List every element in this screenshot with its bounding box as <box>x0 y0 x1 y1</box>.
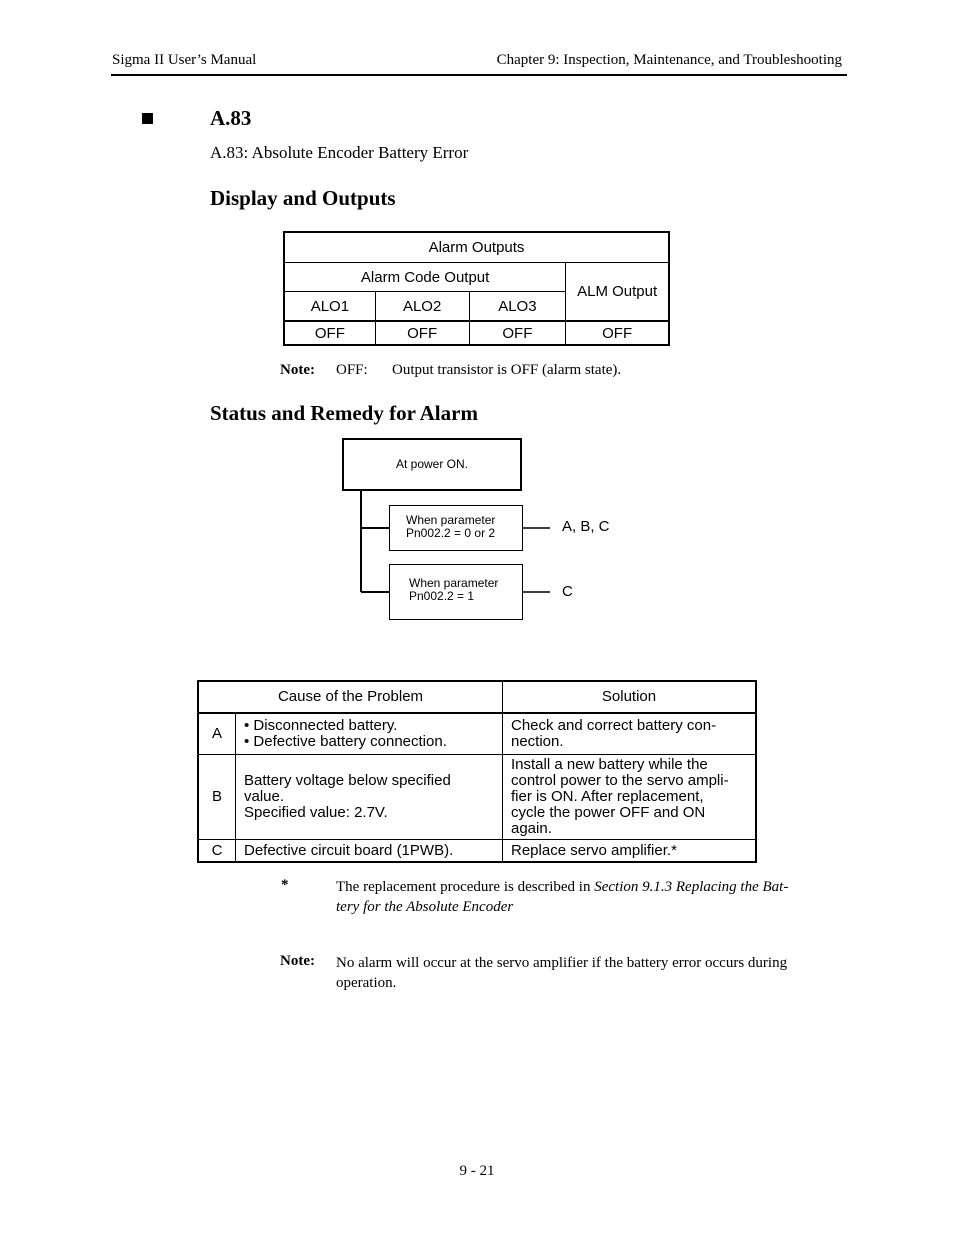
heading-display-outputs: Display and Outputs <box>210 186 396 210</box>
diagram-result-1: A, B, C <box>562 518 610 535</box>
column-header-alo2: ALO2 <box>375 292 469 322</box>
solution-line: Replace servo amplifier.* <box>511 841 677 859</box>
solution-line: Install a new battery while the <box>511 756 708 773</box>
solution-line: again. <box>511 820 552 837</box>
diagram-box-power-on: At power ON. <box>342 438 522 491</box>
row-solution <box>503 713 757 755</box>
table-row <box>198 840 756 863</box>
alarm-code-output-header: Alarm Code Output <box>284 263 566 292</box>
section-title: A.83 <box>210 106 252 130</box>
cause-line: Specified value: 2.7V. <box>244 804 388 821</box>
footnote-section-reference-cont: tery for the Absolute Encoder <box>336 899 514 915</box>
row-id: B <box>198 755 236 840</box>
footnote-text <box>336 877 810 917</box>
value-alo3: OFF <box>469 321 566 345</box>
header-cause: Cause of the Problem <box>198 681 503 713</box>
running-header-chapter-title: Chapter 9: Inspection, Maintenance, and Troubleshooting <box>496 52 842 68</box>
note2-text: No alarm will occur at the servo amplifier if the battery error occurs during operation. <box>336 955 788 991</box>
solution-line: Check and correct battery con- <box>511 717 717 734</box>
table-row <box>198 713 756 755</box>
alarm-outputs-table <box>283 231 670 346</box>
alarm-description: A.83: Absolute Encoder Battery Error <box>210 143 469 162</box>
value-alm: OFF <box>566 321 669 345</box>
note2-label: Note: <box>280 953 315 969</box>
solution-line: control power to the servo ampli- <box>511 772 729 789</box>
section-bullet-icon <box>142 113 153 124</box>
condition-2-line-2: Pn002.2 = 1 <box>409 589 475 603</box>
row-solution <box>503 755 757 840</box>
row-solution <box>503 840 757 863</box>
page-number: 9 - 21 <box>459 1163 495 1179</box>
row-cause <box>236 840 503 863</box>
solution-line: nection. <box>511 733 564 750</box>
footnote-section-reference: Section 9.1.3 Replacing the Bat- <box>594 879 789 895</box>
note-key: OFF: <box>336 362 368 378</box>
running-header-manual-title: Sigma II User’s Manual <box>112 52 257 68</box>
footnote-marker: * <box>281 877 289 893</box>
alm-output-header: ALM Output <box>566 263 669 322</box>
footnote-plain-text: The replacement procedure is described in <box>336 879 595 895</box>
cause-solution-table <box>197 680 757 863</box>
row-id: C <box>198 840 236 863</box>
condition-1-line-1: When parameter <box>406 513 496 527</box>
outputs-note <box>280 362 621 379</box>
solution-line: fier is ON. After replacement, <box>511 788 704 805</box>
alarm-outputs-title: Alarm Outputs <box>284 232 669 263</box>
value-alo2: OFF <box>375 321 469 345</box>
column-header-alo3: ALO3 <box>469 292 566 322</box>
cause-line: value. <box>244 788 285 805</box>
note-text: Output transistor is OFF (alarm state). <box>392 362 622 378</box>
diagram-result-2: C <box>562 583 573 600</box>
condition-1-line-2: Pn002.2 = 0 or 2 <box>406 526 496 540</box>
diagram-box-condition-2 <box>389 564 523 620</box>
row-id: A <box>198 713 236 755</box>
cause-line: Defective circuit board (1PWB). <box>244 841 454 859</box>
note-label: Note: <box>280 362 315 378</box>
column-header-alo1: ALO1 <box>284 292 375 322</box>
condition-2-line-1: When parameter <box>409 576 499 590</box>
cause-line: • Disconnected battery. <box>244 717 398 734</box>
heading-status-remedy: Status and Remedy for Alarm <box>210 401 478 425</box>
row-cause <box>236 755 503 840</box>
table-row <box>198 755 756 840</box>
value-alo1: OFF <box>284 321 375 345</box>
solution-line: cycle the power OFF and ON <box>511 804 706 821</box>
header-solution: Solution <box>503 681 757 713</box>
diagram-box-condition-1 <box>389 505 523 551</box>
header-rule <box>111 74 847 76</box>
cause-line: • Defective battery connection. <box>244 733 447 750</box>
cause-line: Battery voltage below specified <box>244 772 451 789</box>
row-cause <box>236 713 503 755</box>
